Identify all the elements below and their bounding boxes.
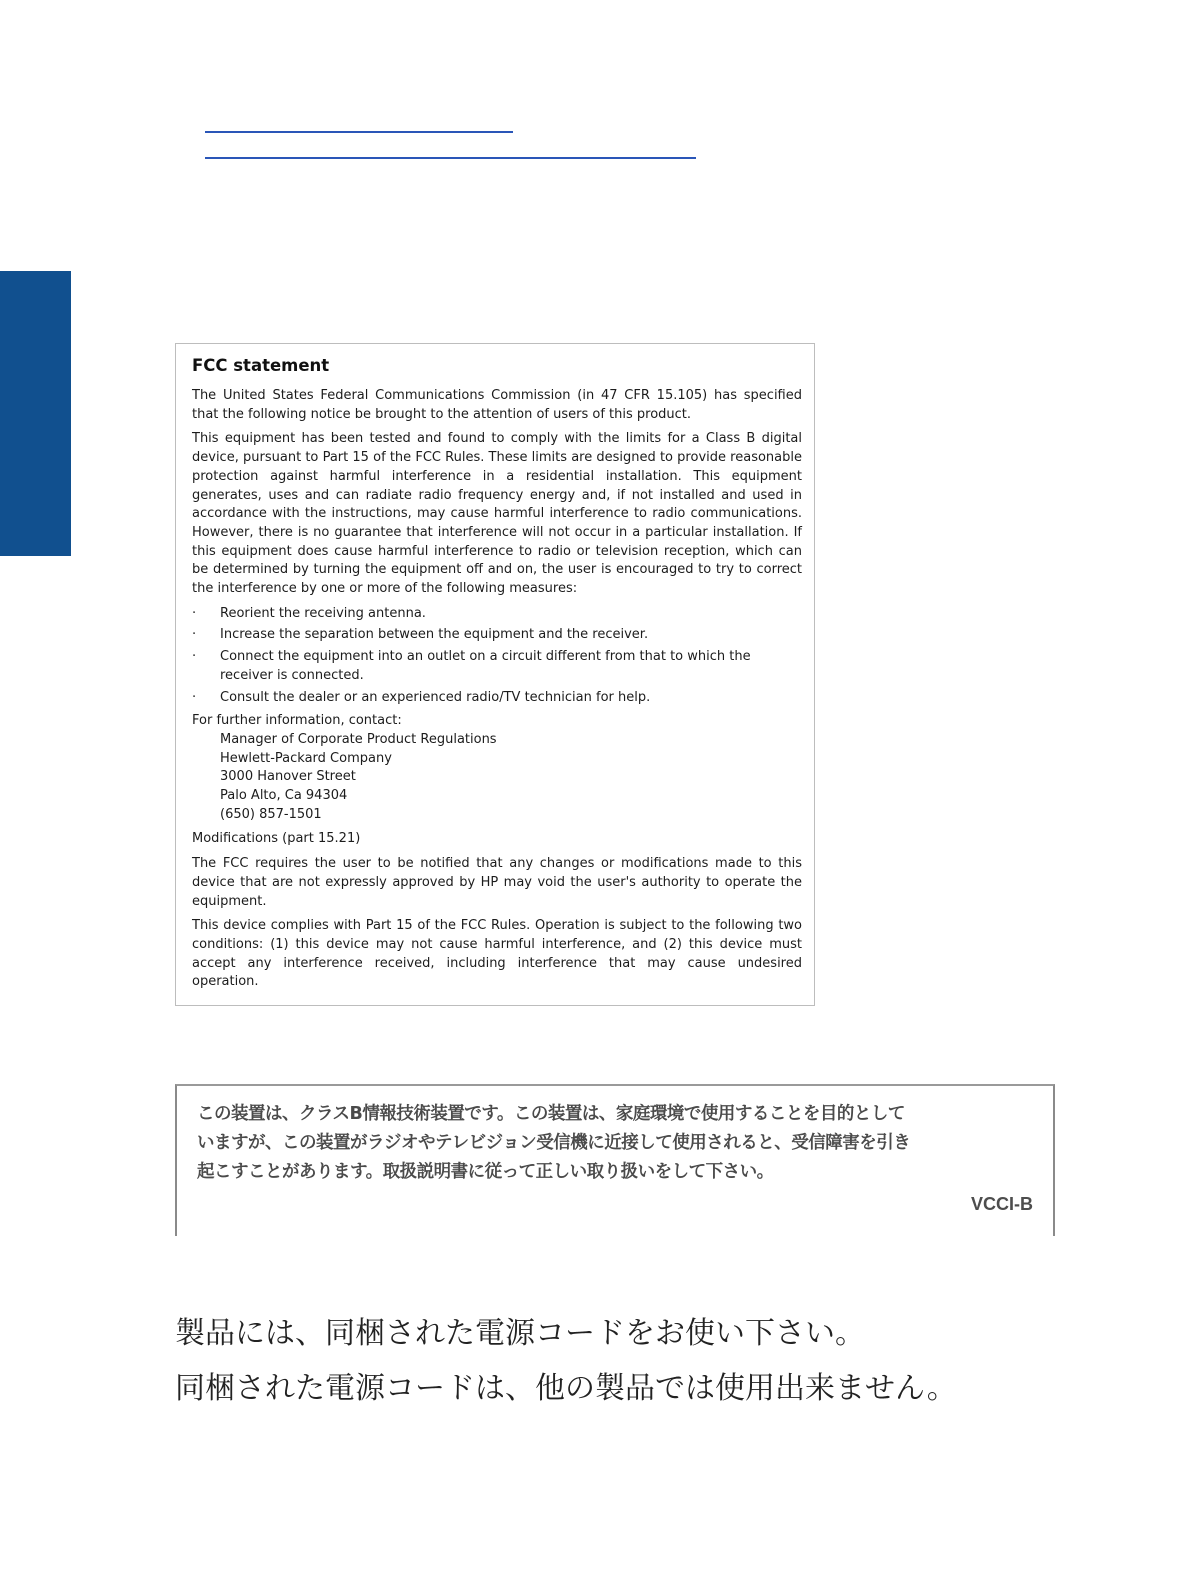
modifications-paragraph: The FCC requires the user to be notified that any changes or modifications made to this device that are not expressly approved by HP may void the user's authority to operate the equipment.	[192, 856, 802, 909]
measure-text: Connect the equipment into an outlet on a circuit different from that to which the receiver is connected.	[220, 649, 751, 683]
fcc-measures-list	[192, 605, 802, 708]
link-underline-2[interactable]	[205, 157, 696, 159]
fcc-statement-box	[175, 343, 815, 1006]
vcci-text-line: 起こすことがあります。取扱説明書に従って正しい取り扱いをして下さい。	[197, 1162, 774, 1182]
fcc-title: FCC statement	[192, 356, 330, 375]
measure-text: Increase the separation between the equipment and the receiver.	[220, 627, 649, 643]
fcc-intro-paragraph: The United States Federal Communications Commission (in 47 CFR 15.105) has specified that the following notice be brought to the attention of users of this product.	[192, 388, 802, 422]
power-cord-line: 製品には、同梱された電源コードをお使い下さい。	[175, 1316, 865, 1351]
vcci-notice-box	[175, 1084, 1055, 1236]
fcc-body-paragraph: This equipment has been tested and found to comply with the limits for a Class B digital device, pursuant to Part 15 of the FCC Rules. These limits are designed to provide reasonable protection against harmful interference in a residential installation. This equipment generates, uses and can radiate radio frequency energy and, if not installed and used in accordance with the instructions, may cause harmful interference to radio communications. However, there is no guarantee that interference will not occur in a particular installation. If this equipment does cause harmful interference to radio or television reception, which can be determined by turning the equipment off and on, the user is encouraged to try to correct the interference by one or more of the following measures:	[192, 431, 802, 597]
measure-text: Consult the dealer or an experienced radio/TV technician for help.	[220, 689, 651, 705]
modifications-heading: Modifications (part 15.21)	[192, 831, 361, 847]
contact-line: Hewlett-Packard Company	[220, 750, 392, 766]
vcci-text-line: いますが、この装置がラジオやテレビジョン受信機に近接して使用されると、受信障害を引き	[197, 1133, 911, 1153]
link-underline-1[interactable]	[205, 131, 513, 133]
contact-line: Manager of Corporate Product Regulations	[220, 731, 497, 747]
bullet-icon: ·	[192, 627, 197, 643]
contact-heading: For further information, contact:	[192, 713, 402, 729]
compliance-paragraph: This device complies with Part 15 of the FCC Rules. Operation is subject to the following two conditions: (1) this device may not cause harmful interference, and (2) this device must accept any interference received, including interference that may cause undesired operation.	[192, 918, 802, 990]
list-item	[192, 648, 802, 685]
contact-line: (650) 857-1501	[220, 806, 322, 822]
contact-line: 3000 Hanover Street	[220, 769, 356, 785]
bullet-icon: ·	[192, 605, 197, 621]
list-item	[192, 605, 802, 624]
bullet-icon: ·	[192, 689, 197, 705]
power-cord-notice	[175, 1306, 957, 1416]
list-item	[192, 626, 802, 645]
contact-address-block	[220, 731, 802, 825]
list-item	[192, 689, 802, 708]
vcci-class-mark: VCCI-B	[971, 1194, 1033, 1214]
measure-text: Reorient the receiving antenna.	[220, 605, 426, 621]
bullet-icon: ·	[192, 649, 197, 665]
vcci-text-line: この装置は、クラスB情報技術装置です。この装置は、家庭環境で使用することを目的として	[197, 1104, 905, 1124]
power-cord-line: 同梱された電源コードは、他の製品では使用出来ません。	[175, 1371, 957, 1406]
chapter-side-tab	[0, 271, 71, 556]
contact-line: Palo Alto, Ca 94304	[220, 788, 348, 804]
